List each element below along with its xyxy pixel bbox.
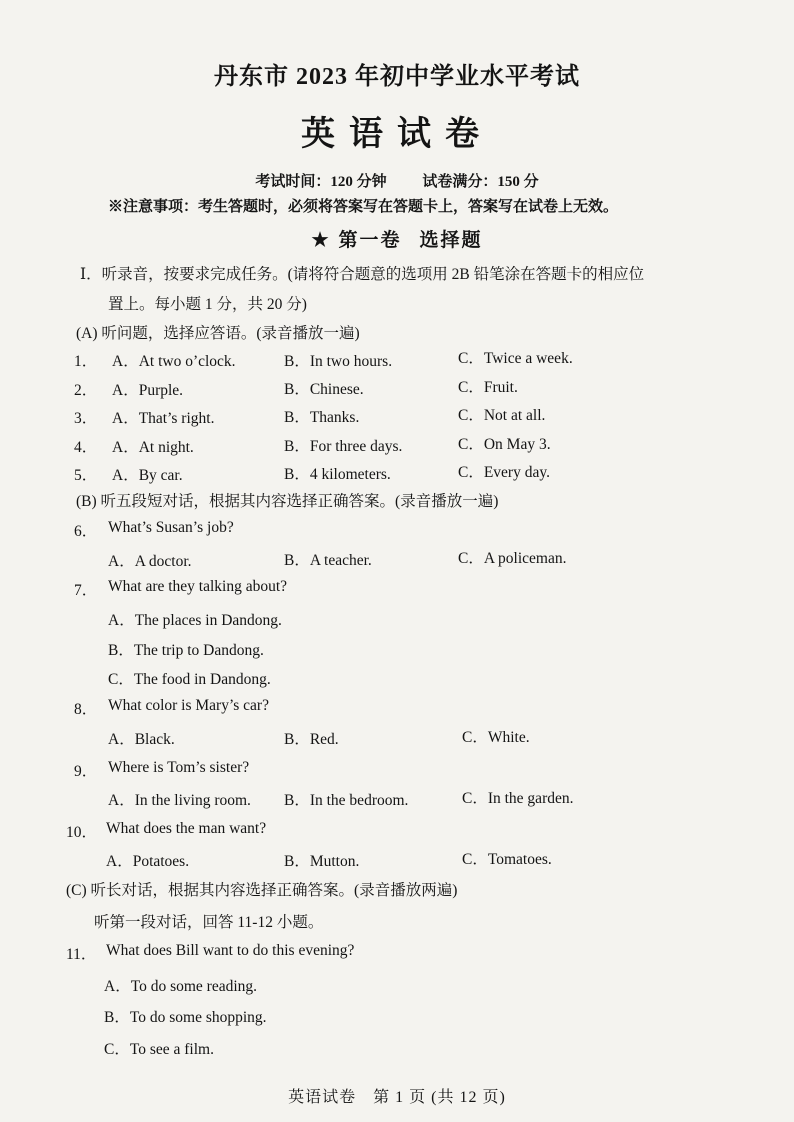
section-b-heading: (B) 听五段短对话，根据其内容选择正确答案。(录音播放一遍)	[76, 493, 499, 510]
option-b: B．A teacher.	[284, 552, 372, 569]
option-b: B．4 kilometers.	[284, 466, 391, 483]
option-c: C．In the garden.	[462, 790, 574, 807]
option-a: A．At night.	[112, 439, 194, 456]
star-icon: ★	[311, 230, 331, 251]
option-c: C．On May 3.	[458, 436, 551, 453]
question-number: 1．	[74, 353, 98, 370]
question-number: 5．	[74, 467, 98, 484]
option-c: C．Not at all.	[458, 407, 546, 424]
option-a: A．Purple.	[112, 382, 184, 399]
option-a: A．In the living room.	[108, 792, 251, 809]
option-c: C．The food in Dandong.	[108, 671, 271, 688]
question-text: What’s Susan’s job?	[108, 519, 234, 536]
section-c-instruction: 听第一段对话，回答 11-12 小题。	[94, 914, 324, 931]
exam-title: 丹东市 2023 年初中学业水平考试	[214, 64, 580, 90]
option-c: C．Twice a week.	[458, 350, 573, 367]
option-a: A．The places in Dandong.	[108, 612, 282, 629]
exam-meta	[0, 170, 794, 191]
question-text: What does Bill want to do this evening?	[106, 942, 355, 959]
option-b: B．The trip to Dandong.	[108, 642, 264, 659]
option-b: B．Thanks.	[284, 409, 360, 426]
option-c: C．Every day.	[458, 464, 550, 481]
question-number: 10．	[66, 824, 98, 841]
option-b: B．Chinese.	[284, 381, 364, 398]
option-c: C．White.	[462, 729, 530, 746]
option-b: B．For three days.	[284, 438, 403, 455]
option-a: A．At two o’clock.	[112, 353, 236, 370]
exam-time: 考试时间：120 分钟	[255, 174, 387, 190]
question-number: 2．	[74, 382, 98, 399]
question-number: 8．	[74, 701, 98, 718]
question-text: Where is Tom’s sister?	[108, 759, 250, 776]
option-b: B．Red.	[284, 731, 339, 748]
question-number: 11．	[66, 946, 97, 963]
section-c-heading: (C) 听长对话，根据其内容选择正确答案。(录音播放两遍)	[66, 882, 458, 899]
option-b: B．In the bedroom.	[284, 792, 409, 809]
question-number: 3．	[74, 410, 98, 427]
section-heading-line2: 置上。每小题 1 分，共 20 分)	[108, 296, 307, 313]
option-a: A．A doctor.	[108, 553, 192, 570]
exam-subtitle: 英语试卷	[301, 116, 493, 153]
question-text: What are they talking about?	[108, 578, 288, 595]
exam-score: 试卷满分：150 分	[422, 174, 539, 190]
option-a: A．Potatoes.	[106, 853, 190, 870]
part-header	[0, 225, 794, 252]
question-number: 9．	[74, 763, 98, 780]
part-type: 选择题	[419, 230, 483, 251]
option-b: B．In two hours.	[284, 353, 393, 370]
option-a: A．That’s right.	[112, 410, 215, 427]
question-text: What color is Mary’s car?	[108, 697, 269, 714]
option-b: B．To do some shopping.	[104, 1009, 267, 1026]
option-a: A．To do some reading.	[104, 978, 258, 995]
question-number: 4．	[74, 439, 98, 456]
section-a-heading: (A) 听问题，选择应答语。(录音播放一遍)	[76, 325, 360, 342]
option-c: C．Tomatoes.	[462, 851, 552, 868]
section-heading-line1: Ⅰ．听录音，按要求完成任务。(请将符合题意的选项用 2B 铅笔涂在答题卡的相应位	[80, 266, 645, 283]
option-c: C．A policeman.	[458, 550, 567, 567]
part-name: 第一卷	[338, 230, 402, 251]
question-text: What does the man want?	[106, 820, 267, 837]
option-b: B．Mutton.	[284, 853, 360, 870]
page-footer: 英语试卷 第 1 页 (共 12 页)	[288, 1089, 506, 1106]
exam-notice: ※注意事项：考生答题时，必须将答案写在答题卡上，答案写在试卷上无效。	[108, 199, 619, 215]
question-number: 7．	[74, 582, 98, 599]
option-c: C．To see a film.	[104, 1041, 214, 1058]
option-a: A．Black.	[108, 731, 175, 748]
option-c: C．Fruit.	[458, 379, 518, 396]
question-number: 6．	[74, 523, 98, 540]
option-a: A．By car.	[112, 467, 183, 484]
